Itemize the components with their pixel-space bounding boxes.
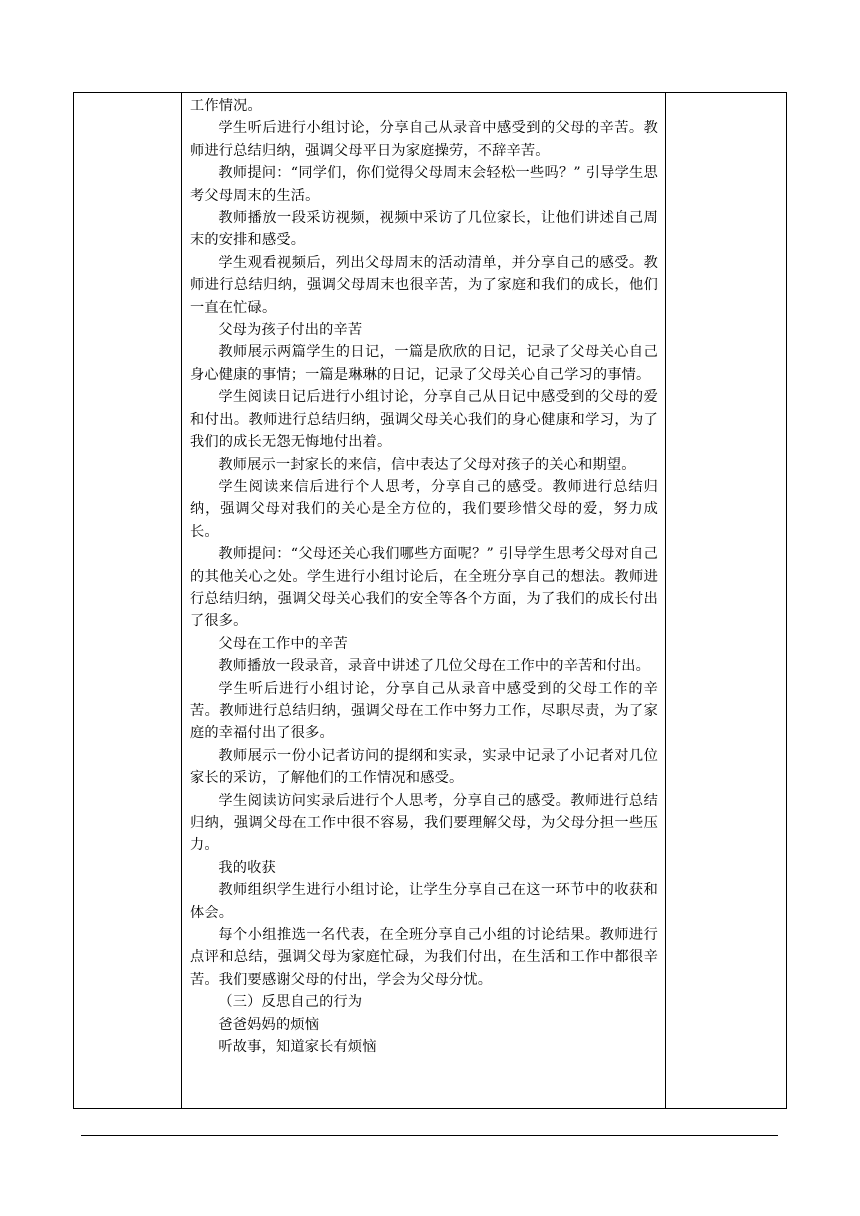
paragraph: 教师展示一份小记者访问的提纲和实录，实录中记录了小记者对几位家长的采访，了解他们的工作情况和感受。 xyxy=(190,747,658,787)
right-column-cell xyxy=(666,93,787,1109)
section-heading: 父母为孩子付出的辛苦 xyxy=(218,322,363,339)
paragraph: 学生听后进行小组讨论，分享自己从录音中感受到的父母的辛苦。教师进行总结归纳，强调父母平日为家庭操劳，不辞辛苦。 xyxy=(190,120,658,159)
paragraph: 学生阅读日记后进行小组讨论，分享自己从日记中感受到的父母的爱和付出。教师进行总结归纳，强调父母关心我们的身心健康和学习，为了我们的成长无怨无悔地付出着。 xyxy=(190,389,658,451)
paragraph: 学生观看视频后，列出父母周末的活动清单，并分享自己的感受。教师进行总结归纳，强调父母周末也很辛苦，为了家庭和我们的成长，他们一直在忙碌。 xyxy=(190,254,658,316)
left-column-cell xyxy=(74,93,182,1109)
section-heading: 我的收获 xyxy=(218,859,276,876)
section-heading: 父母在工作中的辛苦 xyxy=(218,635,348,652)
table-row xyxy=(74,93,787,1109)
footer-rule xyxy=(81,1135,778,1136)
paragraph: 学生听后进行小组讨论，分享自己从录音中感受到的父母工作的辛苦。教师进行总结归纳，强调父母在工作中努力工作，尽职尽责，为了家庭的幸福付出了很多。 xyxy=(190,680,658,742)
paragraph: 教师播放一段采访视频，视频中采访了几位家长，让他们讲述自己周末的安排和感受。 xyxy=(190,210,658,249)
paragraph: 工作情况。 xyxy=(190,98,262,114)
lesson-table xyxy=(73,92,787,1109)
paragraph: 教师播放一段录音，录音中讲述了几位父母在工作中的辛苦和付出。 xyxy=(218,658,651,675)
paragraph: 教师提问：“父母还关心我们哪些方面呢？” 引导学生思考父母对自己的其他关心之处。学生进行小组讨论后，在全班分享自己的想法。教师进行总结归纳，强调父母关心我们的安全等各个方面，为了我们的成长付出了很多。 xyxy=(190,546,658,630)
section-heading: 听故事，知道家长有烦恼 xyxy=(218,1039,377,1056)
paragraph: 教师展示两篇学生的日记，一篇是欣欣的日记，记录了父母关心自己身心健康的事情；一篇是琳琳的日记，记录了父母关心自己学习的事情。 xyxy=(190,344,658,383)
paragraph: 学生阅读来信后进行个人思考，分享自己的感受。教师进行总结归纳，强调父母对我们的关心是全方位的，我们要珍惜父母的爱，努力成长。 xyxy=(190,478,658,540)
content-cell xyxy=(182,93,666,1109)
paragraph: 教师组织学生进行小组讨论，让学生分享自己在这一环节中的收获和体会。 xyxy=(190,882,658,921)
lesson-content xyxy=(182,93,665,1058)
section-heading: 爸爸妈妈的烦恼 xyxy=(218,1016,320,1033)
paragraph: 教师展示一封家长的来信，信中表达了父母对孩子的关心和期望。 xyxy=(218,456,636,473)
section-heading: （三）反思自己的行为 xyxy=(218,994,363,1011)
paragraph: 学生阅读访问实录后进行个人思考，分享自己的感受。教师进行总结归纳，强调父母在工作中很不容易，我们要理解父母，为父母分担一些压力。 xyxy=(190,792,658,854)
paragraph: 教师提问：“同学们，你们觉得父母周末会轻松一些吗？” 引导学生思考父母周末的生活。 xyxy=(190,165,658,204)
paragraph: 每个小组推选一名代表，在全班分享自己小组的讨论结果。教师进行点评和总结，强调父母为家庭忙碌，为我们付出，在生活和工作中都很辛苦。我们要感谢父母的付出，学会为父母分忧。 xyxy=(190,927,658,988)
